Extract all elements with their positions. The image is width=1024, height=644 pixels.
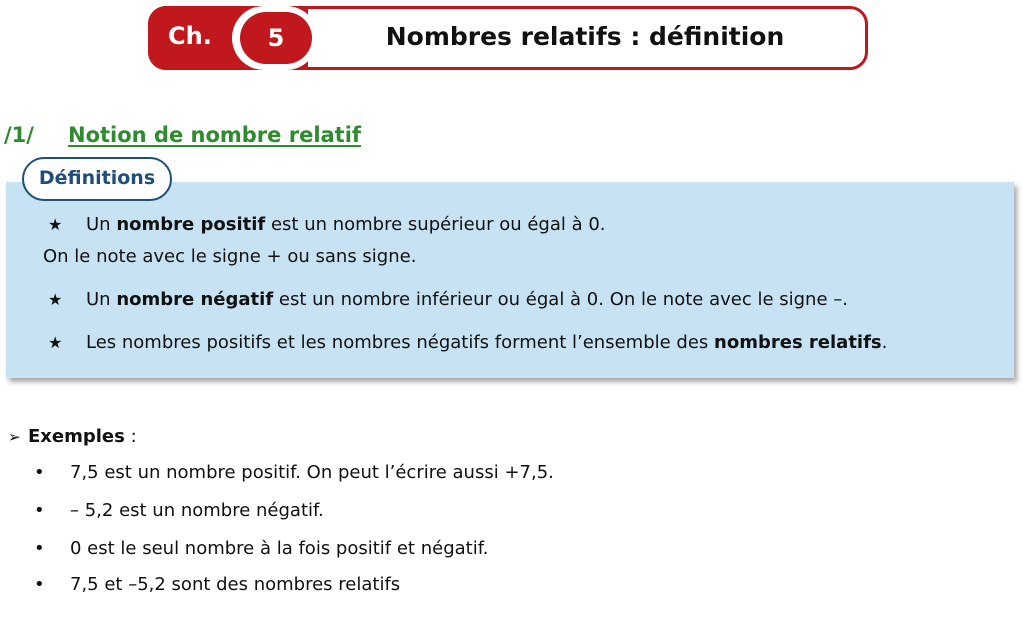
chapter-number: 5 xyxy=(240,12,312,64)
dot-icon: • xyxy=(34,500,45,521)
definition-continuation: On le note avec le signe + ou sans signe. xyxy=(43,246,417,267)
dot-icon: • xyxy=(34,574,45,595)
section-number: /1/ xyxy=(4,123,34,147)
definition-item: ★ Un nombre positif est un nombre supérieur ou égal à 0. xyxy=(48,214,606,235)
example-item: • 7,5 et –5,2 sont des nombres relatifs xyxy=(34,574,401,595)
arrow-right-icon: ➢ xyxy=(8,428,21,446)
dot-icon: • xyxy=(34,538,45,559)
definition-item: ★ Les nombres positifs et les nombres négatifs forment l’ensemble des nombres relatifs. xyxy=(48,332,888,353)
star-icon: ★ xyxy=(48,290,63,309)
definitions-tab-label: Définitions xyxy=(22,157,172,201)
star-icon: ★ xyxy=(48,333,63,352)
chapter-title: Nombres relatifs : définition xyxy=(385,22,785,51)
examples-heading: ➢ Exemples : xyxy=(8,426,137,447)
star-icon: ★ xyxy=(48,215,63,234)
definition-item: ★ Un nombre négatif est un nombre inférieur ou égal à 0. On le note avec le signe –. xyxy=(48,289,848,310)
dot-icon: • xyxy=(34,462,45,483)
chapter-label: Ch. xyxy=(168,22,212,50)
example-item: • – 5,2 est un nombre négatif. xyxy=(34,500,324,521)
example-item: • 7,5 est un nombre positif. On peut l’écrire aussi +7,5. xyxy=(34,462,554,483)
section-title: Notion de nombre relatif xyxy=(68,123,362,147)
example-item: • 0 est le seul nombre à la fois positif et négatif. xyxy=(34,538,489,559)
